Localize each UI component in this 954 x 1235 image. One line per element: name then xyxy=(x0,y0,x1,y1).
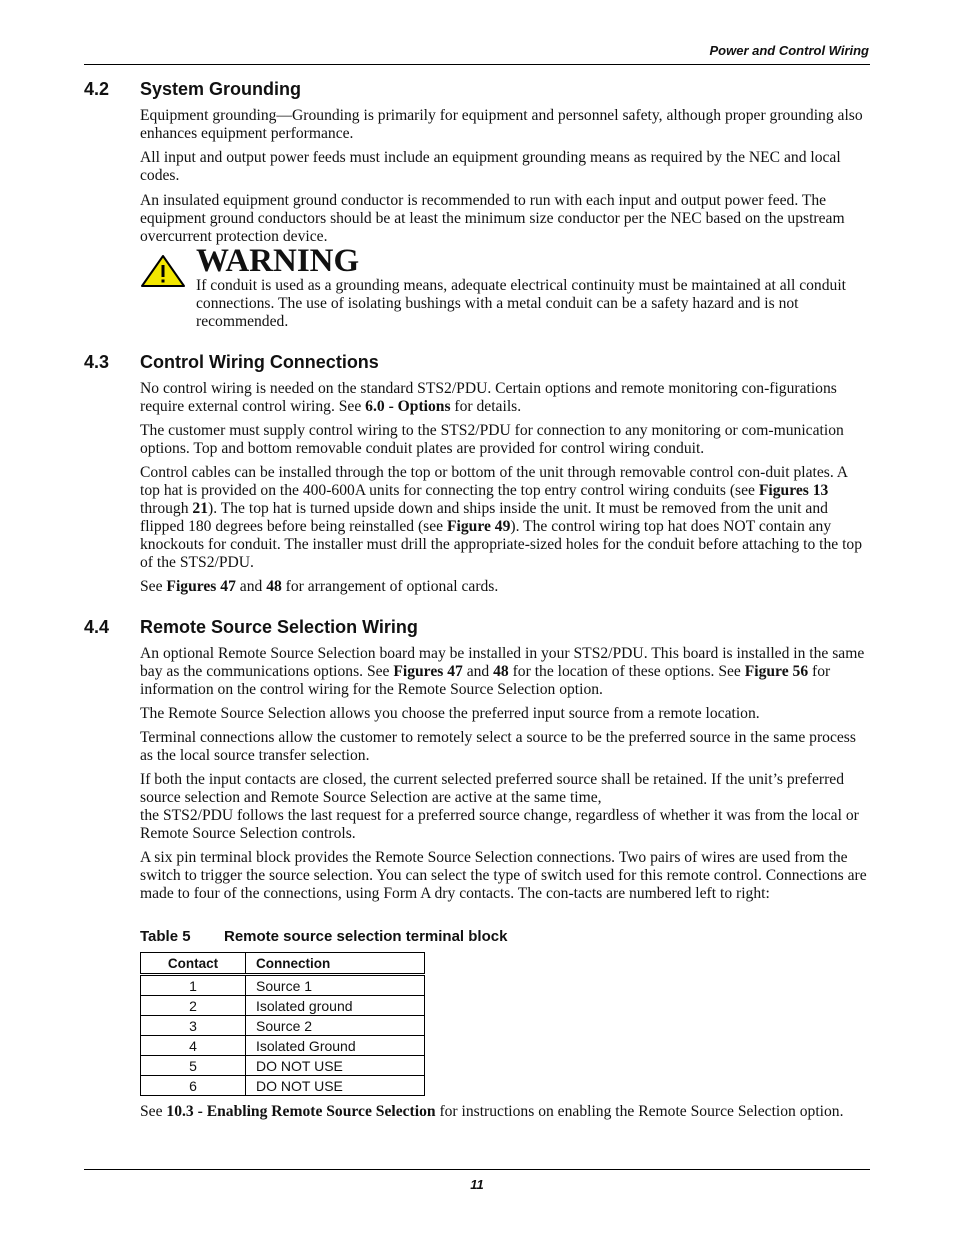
paragraph: If both the input contacts are closed, the current selected preferred source shall be retained. If the unit’s preferred source selection and Remote Source Selection are active at the same time, the STS2/PDU follows the last request for a preferred source change, regardless of whether it was from the local or Remote Source Selection controls. xyxy=(140,771,859,842)
section-title: System Grounding xyxy=(140,79,302,99)
cross-reference: Figure 56 xyxy=(744,663,809,680)
table-row: 3 Source 2 xyxy=(141,1016,425,1036)
footer-rule xyxy=(84,1169,870,1170)
paragraph: All input and output power feeds must include an equipment grounding means as required by the NEC and local codes. xyxy=(140,149,841,184)
cross-reference: 21 xyxy=(192,500,209,517)
paragraph: Equipment grounding—Grounding is primarily for equipment and personnel safety, although proper grounding also enhances equipment performance. xyxy=(140,107,863,142)
table-row: 5 DO NOT USE xyxy=(141,1056,425,1076)
table-row: 4 Isolated Ground xyxy=(141,1036,425,1056)
paragraph: An insulated equipment ground conductor is recommended to run with each input and output power feed. The equipment ground conductors should be at least the minimum size conductor per the NEC based on the upstream overcurrent protection device. xyxy=(140,192,845,245)
warning-title: WARNING xyxy=(196,243,360,279)
table-header-contact: Contact xyxy=(141,953,246,975)
paragraph: See 10.3 - Enabling Remote Source Selection for instructions on enabling the Remote Source Selection option. xyxy=(140,1103,844,1120)
running-header: Power and Control Wiring xyxy=(709,43,869,58)
section-heading-4-2 xyxy=(84,79,301,100)
paragraph: The Remote Source Selection allows you choose the preferred input source from a remote location. xyxy=(140,705,760,722)
paragraph: No control wiring is needed on the standard STS2/PDU. Certain options and remote monitoring con-figurations require external control wiring. See 6.0 - Options for details. xyxy=(140,380,837,415)
table-row: 6 DO NOT USE xyxy=(141,1076,425,1096)
table-caption: Table 5 Remote source selection terminal block xyxy=(140,928,508,945)
paragraph: A six pin terminal block provides the Remote Source Selection connections. Two pairs of wires are used from the switch to trigger the source selection. You can select the type of switch used for this remote control. Connections are made to four of the connections, using Form A dry contacts. The con-tacts are numbered left to right: xyxy=(140,849,867,902)
section-number: 4.3 xyxy=(84,352,110,372)
table-row: 1 Source 1 xyxy=(141,975,425,996)
cross-reference: Figures 47 xyxy=(166,578,236,595)
section-title: Control Wiring Connections xyxy=(140,352,379,372)
paragraph: See Figures 47 and 48 for arrangement of optional cards. xyxy=(140,578,499,595)
warning-triangle-icon xyxy=(140,254,186,288)
cross-reference: 10.3 - Enabling Remote Source Selection xyxy=(166,1103,436,1120)
warning-text: If conduit is used as a grounding means, adequate electrical continuity must be maintained at all conduit connections. The use of isolating bushings with a metal conduit can be a safety hazard and is not recommended. xyxy=(196,277,846,330)
section-heading-4-3 xyxy=(84,352,379,373)
section-number: 4.4 xyxy=(84,617,110,637)
cross-reference: 6.0 - Options xyxy=(365,398,451,415)
cross-reference: 48 xyxy=(493,663,509,680)
paragraph: The customer must supply control wiring to the STS2/PDU for connection to any monitoring or com-munication options. Top and bottom removable conduit plates are provided for control wiring conduit. xyxy=(140,422,844,457)
paragraph: An optional Remote Source Selection board may be installed in your STS2/PDU. This board is installed in the same bay as the communications options. See Figures 47 and 48 for the location of these options. See Figure 56 for information on the control wiring for the Remote Source Selection option. xyxy=(140,645,865,698)
paragraph: Terminal connections allow the customer to remotely select a source to be the preferred source in the same process as the local source transfer selection. xyxy=(140,729,856,764)
cross-reference: Figures 47 xyxy=(393,663,463,680)
cross-reference: Figures 13 xyxy=(758,482,829,499)
table-header-connection: Connection xyxy=(246,953,425,975)
cross-reference: 48 xyxy=(266,578,282,595)
paragraph: Control cables can be installed through the top or bottom of the unit through removable control con-duit plates. A top hat is provided on the 400-600A units for connecting the top entry control wiring conduits (see Figures 13 through 21). The top hat is turned upside down and ships inside the unit. It must be removed from the unit and flipped 180 degrees before being reinstalled (see Figure 49). The control wiring top hat does NOT contain any knockouts for conduit. The installer must drill the appropriate-sized holes for the conduit before attaching to the top of the STS2/PDU. xyxy=(140,464,863,571)
terminal-block-table xyxy=(140,952,425,1096)
section-heading-4-4 xyxy=(84,617,418,638)
table-row: 2 Isolated ground xyxy=(141,996,425,1016)
header-rule xyxy=(84,64,870,65)
cross-reference: Figure 49 xyxy=(447,518,511,535)
section-title: Remote Source Selection Wiring xyxy=(140,617,418,637)
section-number: 4.2 xyxy=(84,79,110,99)
page-number: 11 xyxy=(470,1177,484,1192)
